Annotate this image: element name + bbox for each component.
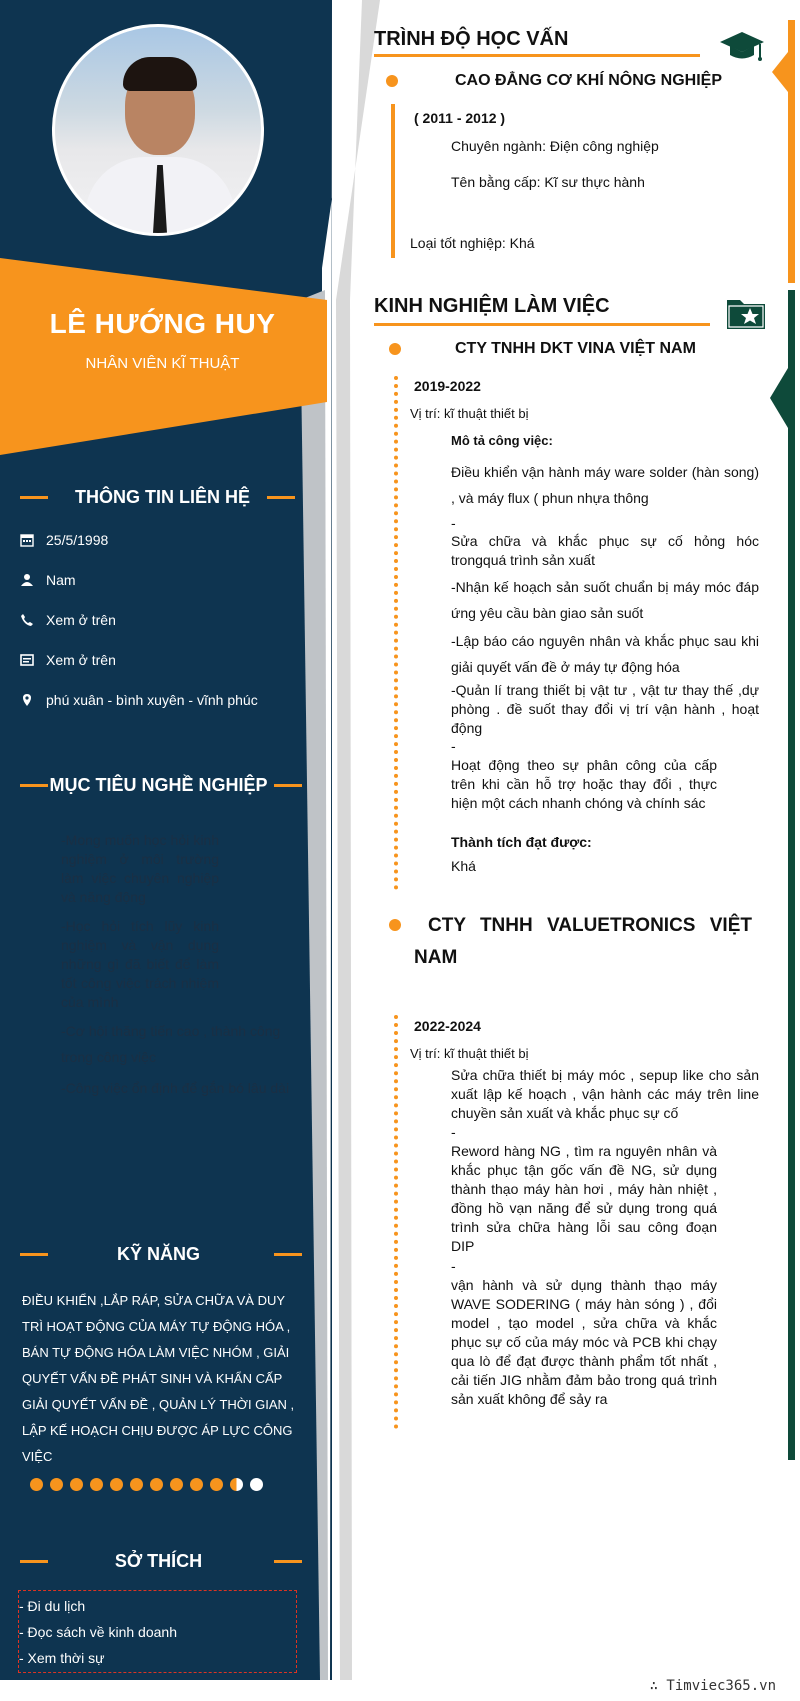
contact-item-phone: Xem ở trên: [20, 612, 116, 628]
education-degree: Tên bằng cấp: Kĩ sư thực hành: [451, 174, 645, 190]
list-item: - Đọc sách về kinh doanh: [19, 1624, 177, 1640]
candidate-name: LÊ HƯỚNG HUY: [49, 308, 276, 339]
contact-item-address: phú xuân - bình xuyên - vĩnh phúc: [20, 692, 258, 708]
watermark: ∴ Timviec365.vn: [649, 1678, 776, 1694]
skill-rating-dot: [150, 1478, 163, 1491]
avatar: [52, 24, 264, 236]
skill-rating-dot: [30, 1478, 43, 1491]
education-grade: Loại tốt nghiệp: Khá: [410, 235, 535, 251]
skills-section-title: KỸ NĂNG: [116, 1244, 200, 1264]
objective-paragraph: -Học hỏi tích lũy kinh nghiệm và vận dụng những gì đã biết để làm tốt công việc trách nhiệm của mình: [61, 918, 219, 1010]
job-duty: vận hành và sử dụng thành thạo máy WAVE SODERING ( máy hàn sóng ) , đổi model , tạo model , sửa chữa và khắc phục sự cố của máy móc và PCB khi chạy qua lò để đạt được thành phẩm tốt nhất , cải tiến JIG nhằm đảm bảo trong quá trình sản xuất không để sảy ra: [451, 1277, 717, 1407]
objective-paragraph: -Mong muốn học hỏi kinh nghiệm ở môi trường làm việc chuyên nghiệp và năng động: [61, 832, 219, 905]
contact-item-dob: 25/5/1998: [20, 532, 108, 548]
phone-icon: [20, 613, 34, 627]
contact-item-email: Xem ở trên: [20, 652, 116, 668]
skill-rating-dot: [70, 1478, 83, 1491]
job-duty: Reword hàng NG , tìm ra nguyên nhân và khắc phục tận gốc vấn đề NG, sử dụng thành thạo máy hàn hơi , máy hàn nhiệt , đồng hồ vạn năng để sử dụng trong quá trình sửa chữa hàng lỗi sau công đoạn DIP: [451, 1143, 717, 1254]
skill-rating-dot: [110, 1478, 123, 1491]
job-achievement: Khá: [451, 858, 476, 874]
skill-rating-dot: [130, 1478, 143, 1491]
skill-rating-dot: [170, 1478, 183, 1491]
education-period: ( 2011 - 2012 ): [414, 110, 506, 126]
skill-rating: [30, 1478, 263, 1491]
candidate-job-title: NHÂN VIÊN KĨ THUẬT: [85, 355, 240, 372]
education-school: CAO ĐẲNG CƠ KHÍ NÔNG NGHIỆP: [455, 72, 722, 89]
job-period: 2022-2024: [414, 1018, 481, 1034]
objective-paragraph: -Cơ hội thăng tiến cao , thành công trong công việc: [61, 1023, 281, 1065]
job-position: Vị trí: kĩ thuật thiết bị: [410, 406, 529, 421]
job-duty: Sửa chữa thiết bị máy móc , sepup like cho sản xuất lập kế hoạch , vận hành các máy trên line chuyền sản xuất và khắc phục sự cố: [451, 1067, 759, 1121]
job-position: Vị trí: kĩ thuật thiết bị: [410, 1046, 529, 1061]
job-company: CTY TNHH VALUETRONICS VIỆT NAM: [414, 915, 752, 968]
skill-rating-dot: [90, 1478, 103, 1491]
job-duty: Hoạt động theo sự phân công của cấp trên khi cần hỗ trợ hoặc thay đổi , thực hiện một cách nhanh chóng và chính sác: [451, 757, 717, 811]
job-achievement-label: Thành tích đạt được:: [451, 834, 592, 850]
person-icon: [20, 573, 34, 587]
list-item: - Đi du lịch: [19, 1598, 86, 1614]
job-duty: -Lập báo cáo nguyên nhân và khắc phục sau khi giải quyết vấn đề ở máy tự động hóa: [451, 633, 759, 675]
location-icon: [20, 693, 34, 707]
job-duty: Điều khiển vận hành máy ware solder (hàn song) , và máy flux ( phun nhựa thông: [451, 464, 759, 506]
hobbies-list: [18, 1590, 297, 1673]
objective-section-title: MỤC TIÊU NGHỀ NGHIỆP: [49, 775, 268, 795]
contact-item-gender: Nam: [20, 572, 76, 588]
hobbies-section-title: SỞ THÍCH: [114, 1551, 203, 1571]
objective-paragraph: -Công việc ổn định để gắn bó lâu dài: [61, 1080, 290, 1096]
job-company: CTY TNHH DKT VINA VIỆT NAM: [455, 340, 696, 357]
calendar-icon: [20, 533, 34, 547]
skill-rating-dot: [50, 1478, 63, 1491]
contact-section-title: THÔNG TIN LIÊN HỆ: [75, 487, 250, 507]
skill-rating-dot: [210, 1478, 223, 1491]
education-major: Chuyên ngành: Điện công nghiệp: [451, 138, 659, 154]
job-period: 2019-2022: [414, 378, 481, 394]
folder-star-icon: [726, 296, 766, 330]
skill-rating-dot: [250, 1478, 263, 1491]
job-description-label: Mô tả công việc:: [451, 433, 553, 448]
job-duty: -Quản lí trang thiết bị vật tư , vật tư thay thế ,dự phòng . đề suốt thay đổi vị trí vận hành , hoạt động: [451, 682, 759, 736]
education-section-title: TRÌNH ĐỘ HỌC VẤN: [374, 28, 569, 50]
job-duty: Sửa chữa và khắc phục sự cố hỏng hóc trongquá trình sản xuất: [451, 533, 759, 568]
job-duty: -Nhận kế hoạch sản suốt chuẩn bị máy móc đáp ứng yêu cầu bàn giao sản suốt: [451, 579, 759, 621]
skills-text: ĐIỀU KHIỂN ,LẮP RÁP, SỬA CHỮA VÀ DUY TRÌ HOẠT ĐỘNG CỦA MÁY TỰ ĐỘNG HÓA , BÁN TỰ ĐỘNG HÓA LÀM VIỆC NHÓM , GIẢI QUYẾT VẤN ĐỀ PHÁT SINH VÀ KHẨN CẤP GIẢI QUYẾT VẤN ĐỀ , QUẢN LÝ THỜI GIAN , LẬP KẾ HOẠCH CHỊU ĐƯỢC ÁP LỰC CÔNG VIỆC: [22, 1293, 295, 1464]
skill-rating-dot: [190, 1478, 203, 1491]
skill-rating-dot: [230, 1478, 243, 1491]
experience-section-title: KINH NGHIỆM LÀM VIỆC: [374, 295, 610, 317]
list-item: - Xem thời sự: [19, 1650, 105, 1666]
email-icon: [20, 653, 34, 667]
graduation-cap-icon: [718, 28, 766, 64]
